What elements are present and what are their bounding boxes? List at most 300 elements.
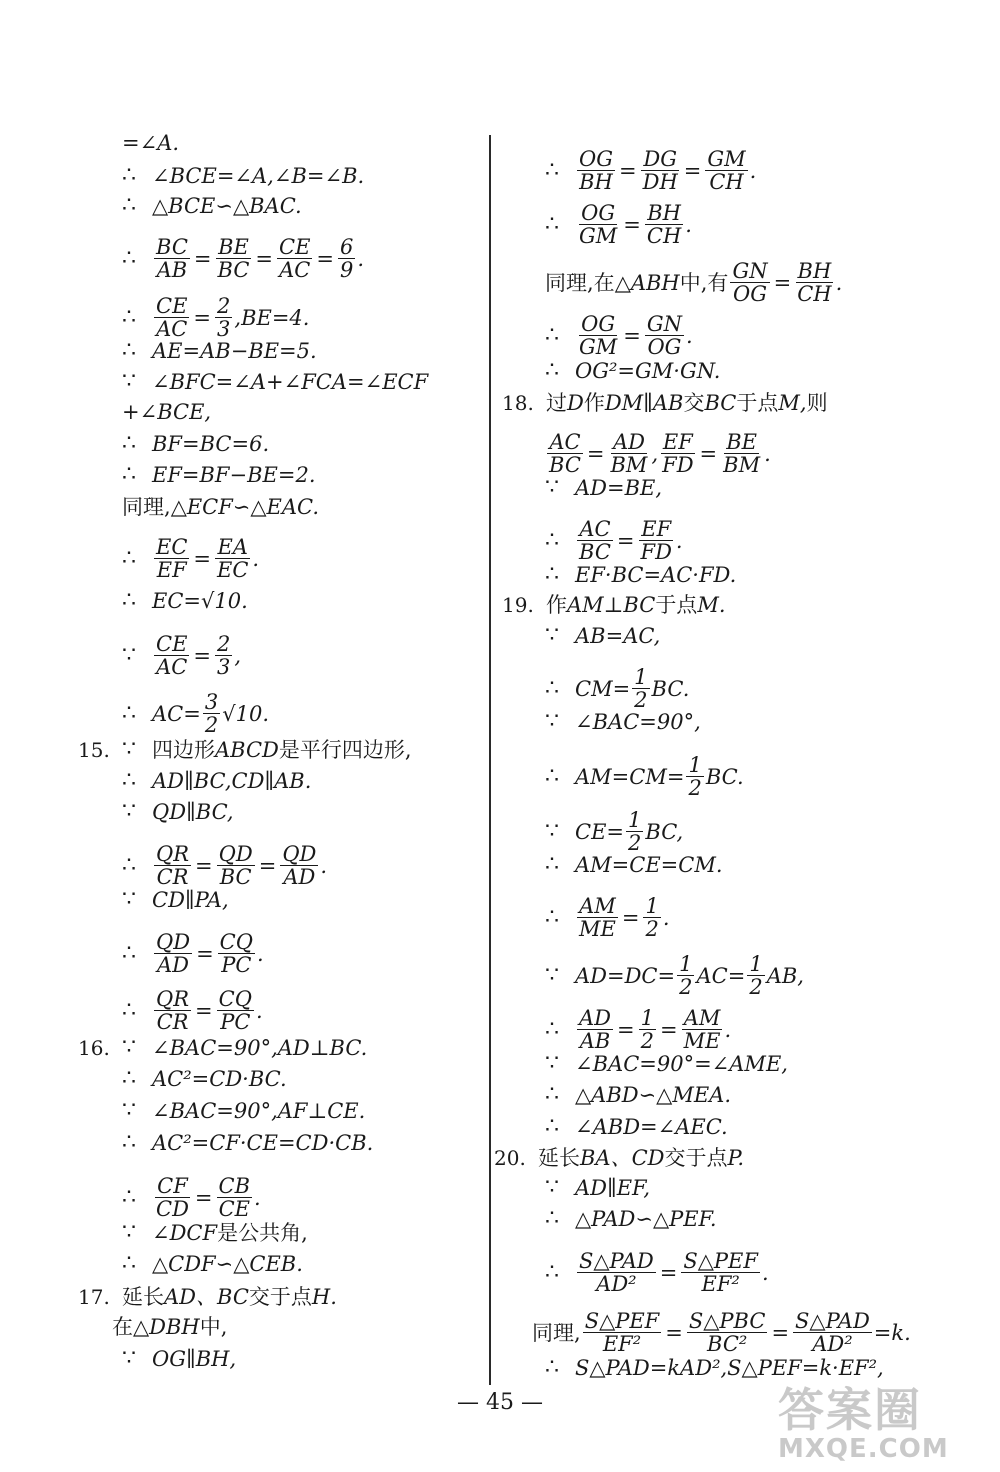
proof-line: [545, 895, 670, 940]
math-text: D: [567, 391, 584, 415]
proof-line: [122, 1067, 287, 1091]
fraction: [645, 313, 684, 358]
fraction: [217, 1175, 253, 1220]
denominator: CD: [156, 1197, 189, 1221]
proof-line: [502, 593, 726, 617]
fraction: [217, 843, 255, 888]
numerator: OG: [581, 312, 616, 336]
proof-line: [502, 391, 828, 415]
math-text: ∠BFC=∠A+∠FCA=∠ECF: [152, 370, 429, 394]
math-text: +∠BCE,: [122, 400, 212, 424]
proof-line: [122, 988, 263, 1033]
fraction: [643, 895, 660, 940]
numerator: 3: [204, 690, 219, 714]
numerator: S△PEF: [683, 1249, 758, 1273]
proof-line: [122, 236, 364, 281]
therefore-symbol: ∴: [545, 763, 559, 789]
therefore-symbol: ∴: [122, 1184, 136, 1210]
proof-line: [545, 1250, 769, 1295]
fraction: [677, 953, 694, 998]
therefore-symbol: ∴: [122, 304, 136, 330]
proof-line: [122, 432, 269, 456]
fraction: [577, 518, 613, 563]
proof-line: [545, 624, 660, 648]
operator: =: [258, 853, 277, 878]
numerator: BH: [647, 201, 681, 225]
therefore-symbol: ∴: [545, 358, 559, 383]
fraction: [154, 988, 191, 1033]
therefore-symbol: ∴: [545, 157, 559, 183]
therefore-symbol: ∴: [545, 852, 559, 877]
therefore-symbol: ∴: [122, 768, 136, 793]
math-text: △CDF∽△CEB.: [152, 1252, 303, 1276]
math-text: .: [724, 1017, 732, 1042]
denominator: AD: [157, 953, 190, 977]
numerator: DG: [643, 147, 677, 171]
denominator: 3: [217, 317, 231, 341]
proof-line: [122, 769, 311, 793]
denominator: AC: [279, 258, 311, 282]
math-text: .: [320, 853, 328, 878]
because-symbol: ∵: [122, 369, 136, 394]
therefore-symbol: ∴: [545, 1355, 559, 1380]
proof-line: [545, 710, 701, 734]
therefore-symbol: ∴: [545, 904, 559, 930]
denominator: 2: [645, 917, 659, 941]
denominator: BC: [549, 453, 581, 477]
fraction: [609, 431, 650, 476]
proof-line: [122, 633, 241, 678]
chinese-text: 延长: [538, 1146, 580, 1170]
chinese-text: 交于点: [248, 1285, 312, 1309]
chinese-text: 过: [546, 391, 567, 415]
math-text: OG²=GM·GN.: [575, 359, 721, 383]
denominator: 9: [340, 258, 354, 282]
math-text: BC.: [651, 676, 690, 701]
therefore-symbol: ∴: [545, 1016, 559, 1042]
fraction: [632, 666, 649, 711]
math-text: EC=√10.: [152, 589, 248, 613]
chinese-text: 于点: [736, 391, 779, 415]
fraction: [639, 518, 674, 563]
math-text: M,: [778, 391, 807, 415]
numerator: QD: [156, 930, 191, 954]
math-text: .: [252, 546, 260, 571]
denominator: BM: [610, 453, 648, 477]
operator: =: [619, 158, 637, 183]
operator: =: [196, 941, 214, 966]
math-text: ,: [234, 643, 242, 668]
fraction: [154, 295, 189, 340]
therefore-symbol: ∴: [122, 462, 136, 487]
math-text: △ABH: [614, 270, 680, 295]
numerator: CE: [156, 632, 188, 656]
denominator: BC: [579, 540, 611, 564]
math-text: AD∥BC,CD∥AB.: [152, 769, 312, 793]
therefore-symbol: ∴: [545, 675, 559, 701]
math-text: CE=: [575, 819, 624, 844]
operator: =: [194, 1185, 213, 1210]
operator: =: [586, 441, 605, 466]
fraction: [154, 1175, 191, 1220]
math-text: △ECF∽△EAC.: [170, 495, 320, 519]
therefore-symbol: ∴: [122, 431, 136, 456]
denominator: OG: [733, 282, 768, 306]
proof-line: [112, 1315, 227, 1339]
operator: =: [660, 1017, 678, 1042]
operator: =: [659, 1260, 678, 1285]
proof-line: [545, 953, 804, 998]
problem-number: 19.: [502, 593, 534, 617]
chinese-text: 交于点: [664, 1146, 728, 1170]
column-divider: [489, 135, 491, 1385]
proof-line: [78, 1036, 367, 1060]
proof-line: [122, 1347, 236, 1371]
therefore-symbol: ∴: [122, 163, 136, 188]
math-text: .: [749, 158, 757, 183]
proof-line: [494, 1146, 744, 1170]
proof-line: [545, 1083, 731, 1107]
operator: =: [617, 1017, 635, 1042]
numerator: S△PAD: [579, 1249, 654, 1273]
because-symbol: ∵: [122, 1035, 136, 1060]
math-text: H.: [311, 1285, 337, 1309]
fraction: [215, 536, 250, 581]
math-text: ∠BCE=∠A,∠B=∠B.: [152, 164, 365, 188]
numerator: EF: [662, 430, 693, 454]
numerator: AD: [579, 1006, 612, 1030]
proof-line: [545, 1052, 788, 1076]
numerator: EC: [156, 535, 188, 559]
fraction: [154, 633, 189, 678]
proof-line: [545, 260, 842, 305]
denominator: CH: [797, 282, 832, 306]
denominator: EF: [156, 558, 187, 582]
operator: =: [193, 305, 212, 330]
numerator: CB: [218, 1174, 251, 1198]
fraction: [154, 536, 189, 581]
therefore-symbol: ∴: [122, 338, 136, 363]
because-symbol: ∵: [122, 1346, 136, 1371]
fraction: [687, 1310, 768, 1355]
fraction: [154, 236, 190, 281]
math-text: .: [764, 441, 771, 466]
math-text: ∠BAC=90°,AF⊥CE.: [152, 1099, 366, 1123]
denominator: AB: [579, 1029, 611, 1053]
math-text: .: [761, 1260, 769, 1285]
operator: =: [623, 323, 641, 348]
proof-line: [122, 295, 309, 340]
denominator: FD: [640, 540, 672, 564]
proof-line: [122, 691, 269, 736]
math-text: .: [255, 998, 263, 1023]
denominator: 2: [204, 713, 219, 737]
proof-line: [545, 853, 723, 877]
proof-line: [122, 1221, 308, 1245]
because-symbol: ∵: [122, 1220, 136, 1245]
denominator: AD: [283, 865, 316, 889]
math-text: BF=BC=6.: [152, 432, 270, 456]
chinese-text: 在: [112, 1315, 133, 1339]
because-symbol: ∵: [545, 475, 559, 500]
numerator: AC: [579, 517, 611, 541]
numerator: 1: [749, 952, 763, 976]
therefore-symbol: ∴: [545, 1082, 559, 1107]
operator: =: [316, 246, 335, 271]
math-text: .: [686, 323, 693, 348]
therefore-symbol: ∴: [122, 997, 136, 1023]
because-symbol: ∵: [122, 799, 136, 824]
proof-line: [122, 463, 316, 487]
because-symbol: ∵: [545, 1175, 559, 1200]
math-text: .: [662, 905, 670, 930]
fraction: [645, 202, 683, 247]
numerator: 2: [217, 632, 231, 656]
numerator: CE: [156, 294, 188, 318]
math-text: EF·BC=AC·FD.: [575, 563, 737, 587]
proof-line: [122, 589, 248, 613]
math-text: AD=DC=: [575, 963, 676, 988]
proof-line: [545, 1007, 731, 1052]
math-text: QD∥BC,: [152, 800, 234, 824]
denominator: GM: [579, 224, 618, 248]
operator: =: [193, 246, 212, 271]
numerator: 1: [634, 665, 648, 689]
denominator: BC: [217, 258, 250, 282]
numerator: S△PEF: [584, 1309, 660, 1333]
proof-line: [545, 754, 744, 799]
denominator: AB: [156, 258, 188, 282]
denominator: OG: [647, 335, 682, 359]
fraction: [795, 260, 833, 305]
math-text: CM=: [575, 676, 631, 701]
fraction: [280, 843, 318, 888]
math-text: .: [256, 941, 264, 966]
fraction: [705, 148, 747, 193]
proof-line: [122, 164, 364, 188]
numerator: QD: [218, 842, 253, 866]
math-text: AC=: [696, 963, 746, 988]
proof-line: [545, 431, 771, 476]
denominator: EC: [217, 558, 249, 582]
proof-line: [122, 1175, 261, 1220]
denominator: 2: [688, 776, 702, 800]
proof-line: [545, 359, 720, 383]
because-symbol: ∵: [545, 962, 559, 988]
denominator: AC: [156, 317, 188, 341]
math-text: △DBH: [133, 1315, 200, 1339]
operator: =: [683, 158, 702, 183]
operator: =: [616, 528, 635, 553]
denominator: AD²: [596, 1272, 637, 1296]
math-text: .: [357, 246, 365, 271]
fraction: [577, 895, 618, 940]
math-text: AM⊥BC: [567, 593, 656, 617]
numerator: QR: [156, 987, 190, 1011]
chinese-text: 是公共角,: [217, 1221, 308, 1245]
therefore-symbol: ∴: [545, 1206, 559, 1231]
proof-line: [545, 202, 692, 247]
numerator: OG: [581, 201, 616, 225]
proof-line: [122, 800, 234, 824]
operator: =: [665, 1320, 683, 1345]
numerator: OG: [579, 147, 613, 171]
therefore-symbol: ∴: [122, 245, 136, 271]
therefore-symbol: ∴: [545, 1114, 559, 1139]
fraction: [686, 754, 703, 799]
math-text: △PAD∽△PEF.: [575, 1207, 717, 1231]
math-text: ,BE=4.: [234, 305, 310, 330]
fraction: [641, 148, 680, 193]
proof-line: [122, 400, 211, 424]
numerator: CQ: [219, 930, 253, 954]
math-text: BC.: [705, 764, 744, 789]
denominator: AD²: [812, 1332, 853, 1356]
fraction: [681, 1250, 760, 1295]
proof-line: [122, 495, 319, 519]
math-text: △ABD∽△MEA.: [575, 1083, 732, 1107]
proof-line: [122, 131, 179, 155]
denominator: CH: [646, 224, 682, 248]
problem-number: 17.: [78, 1285, 110, 1309]
denominator: 2: [679, 975, 693, 999]
math-text: AE=AB−BE=5.: [152, 339, 317, 363]
proof-line: [545, 1115, 728, 1139]
operator: =: [255, 246, 273, 271]
numerator: 1: [628, 808, 642, 832]
operator: =: [195, 998, 213, 1023]
denominator: PC: [221, 953, 252, 977]
denominator: 3: [217, 655, 231, 679]
proof-line: [122, 931, 264, 976]
numerator: S△PBC: [688, 1309, 766, 1333]
math-text: .: [685, 212, 692, 237]
math-text: AB=AC,: [575, 624, 661, 648]
denominator: 2: [628, 831, 642, 855]
proof-line: [122, 194, 302, 218]
therefore-symbol: ∴: [545, 322, 559, 348]
therefore-symbol: ∴: [122, 700, 136, 726]
fraction: [793, 1310, 872, 1355]
numerator: 1: [688, 753, 702, 777]
proof-line: [122, 536, 259, 581]
numerator: 1: [645, 894, 659, 918]
math-text: ∠BAC=90°,AD⊥BC.: [152, 1036, 368, 1060]
fraction: [216, 236, 252, 281]
fraction: [277, 236, 312, 281]
therefore-symbol: ∴: [122, 588, 136, 613]
numerator: CE: [279, 235, 311, 259]
denominator: BC²: [707, 1332, 748, 1356]
denominator: AC: [156, 655, 188, 679]
proof-line: [122, 370, 428, 394]
denominator: GM: [579, 335, 618, 359]
denominator: CR: [156, 865, 189, 889]
math-text: AB,: [766, 963, 804, 988]
denominator: BH: [579, 170, 613, 194]
math-text: AD、BC: [164, 1285, 249, 1309]
chinese-text: 则: [806, 391, 828, 415]
proof-line: [545, 563, 736, 587]
because-symbol: ∵: [122, 887, 136, 912]
because-symbol: ∵: [122, 737, 136, 762]
proof-line: [78, 1285, 337, 1309]
proof-line: [545, 476, 662, 500]
chinese-text: 作: [583, 391, 605, 415]
math-text: ∠ABD=∠AEC.: [575, 1115, 728, 1139]
math-text: P.: [727, 1146, 745, 1170]
math-text: =k.: [873, 1320, 911, 1345]
fraction: [577, 1007, 613, 1052]
math-text: BC,: [645, 819, 684, 844]
math-text: √10.: [222, 701, 269, 726]
chinese-text: 延长: [122, 1285, 164, 1309]
proof-line: [545, 1207, 717, 1231]
math-text: AM=CE=CM.: [575, 853, 723, 877]
fraction: [577, 202, 619, 247]
numerator: AM: [683, 1006, 721, 1030]
proof-line: [78, 738, 412, 762]
math-text: .: [835, 270, 843, 295]
math-text: ,: [651, 441, 659, 466]
proof-line: [122, 888, 229, 912]
proof-line: [545, 666, 689, 711]
proof-line: [122, 1252, 303, 1276]
problem-number: 15.: [78, 738, 110, 762]
proof-line: [545, 809, 683, 854]
problem-number: 16.: [78, 1036, 110, 1060]
math-text: M.: [697, 593, 726, 617]
watermark-top-text: 答案圈: [778, 1383, 922, 1437]
therefore-symbol: ∴: [545, 562, 559, 587]
therefore-symbol: ∴: [122, 1066, 136, 1091]
fraction: [639, 1007, 656, 1052]
proof-line: [545, 1176, 650, 1200]
because-symbol: ∵: [122, 642, 136, 668]
math-text: AC=: [152, 701, 201, 726]
chinese-text: 作: [546, 593, 567, 617]
numerator: BE: [726, 430, 757, 454]
chinese-text: 同理,: [532, 1320, 581, 1345]
problem-number: 18.: [502, 391, 534, 415]
therefore-symbol: ∴: [122, 1130, 136, 1155]
numerator: GM: [707, 147, 746, 171]
denominator: BM: [723, 453, 761, 477]
math-text: BA、CD: [580, 1146, 665, 1170]
proof-line: [532, 1310, 911, 1355]
math-text: OG∥BH,: [152, 1347, 237, 1371]
chinese-text: 交: [683, 391, 705, 415]
proof-line: [122, 843, 327, 888]
math-text: ∠DCF: [152, 1221, 218, 1245]
denominator: 2: [634, 688, 648, 712]
denominator: BC: [219, 865, 252, 889]
fraction: [547, 431, 583, 476]
denominator: PC: [220, 1010, 251, 1034]
math-text: .: [675, 528, 683, 553]
proof-line: [545, 518, 683, 563]
chinese-text: 是平行四边形,: [278, 738, 412, 762]
math-text: ∠BAC=90°,: [575, 710, 701, 734]
fraction: [721, 431, 762, 476]
therefore-symbol: ∴: [122, 852, 136, 878]
math-text: .: [254, 1185, 261, 1210]
math-text: =∠A.: [122, 131, 180, 155]
fraction: [217, 988, 254, 1033]
fraction: [583, 1310, 662, 1355]
math-text: AM=CM=: [575, 764, 685, 789]
numerator: S△PAD: [795, 1309, 870, 1333]
